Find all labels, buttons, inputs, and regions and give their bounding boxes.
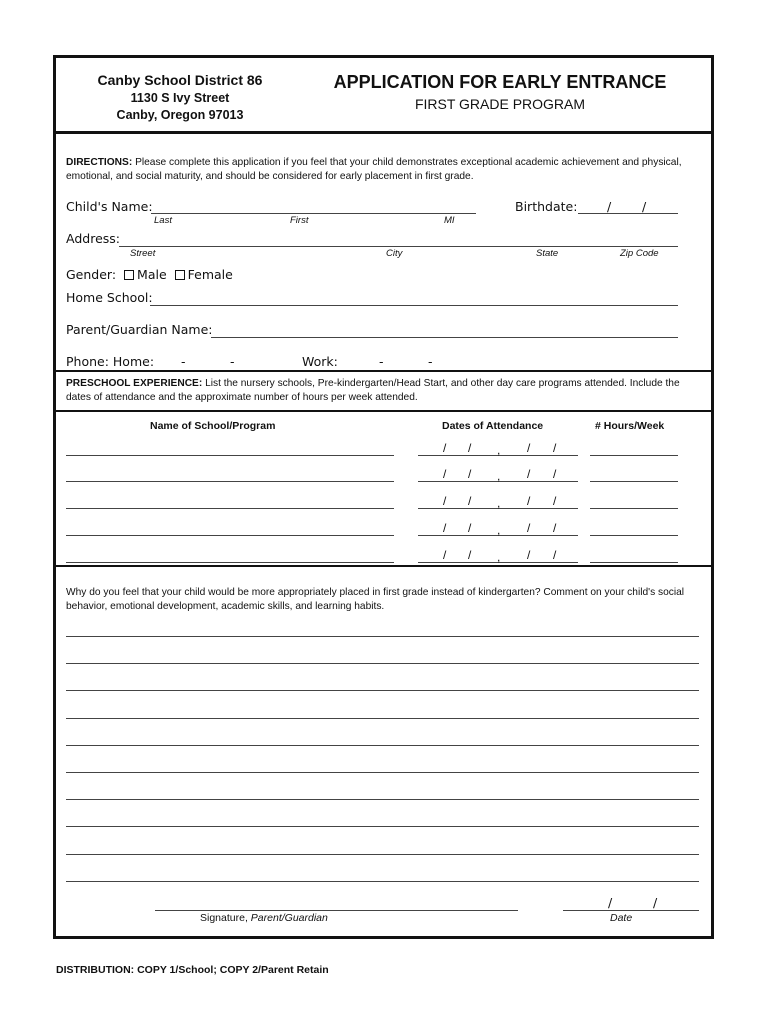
- form-frame: [53, 55, 714, 939]
- date-separator: /: [527, 521, 531, 535]
- hours-field[interactable]: [590, 455, 678, 456]
- phone-work-label: Work:: [302, 354, 338, 369]
- date-separator: /: [527, 494, 531, 508]
- date-separator: /: [553, 521, 557, 535]
- date-slash: /: [608, 895, 613, 910]
- hours-field[interactable]: [590, 535, 678, 536]
- signature-field[interactable]: [155, 910, 518, 911]
- date-caption: Date: [610, 912, 633, 924]
- hours-field[interactable]: [590, 562, 678, 563]
- date-range-comma: ,: [497, 443, 501, 457]
- comment-line[interactable]: [66, 854, 699, 855]
- comment-line[interactable]: [66, 663, 699, 664]
- district-street: 1130 S Ivy Street: [130, 91, 230, 105]
- comment-line[interactable]: [66, 881, 699, 882]
- address-field[interactable]: [119, 246, 678, 247]
- comment-line[interactable]: [66, 826, 699, 827]
- date-field[interactable]: [563, 910, 699, 911]
- gender-label: Gender:: [66, 267, 117, 282]
- date-separator: /: [553, 467, 557, 481]
- birthdate-slash: /: [642, 199, 647, 214]
- date-separator: /: [443, 548, 447, 562]
- date-separator: /: [443, 467, 447, 481]
- male-label: Male: [137, 267, 167, 282]
- program-name-field[interactable]: [66, 535, 394, 536]
- date-separator: /: [553, 441, 557, 455]
- date-separator: /: [443, 494, 447, 508]
- col-name-header: Name of School/Program: [150, 420, 276, 432]
- signature-label-italic: Parent/Guardian: [250, 912, 328, 924]
- date-range-comma: ,: [497, 523, 501, 537]
- directions: [66, 156, 706, 184]
- district-name: Canby School District 86: [97, 72, 263, 88]
- date-separator: /: [443, 521, 447, 535]
- date-separator: /: [527, 548, 531, 562]
- section-divider: [53, 565, 714, 567]
- child-name-field[interactable]: [151, 213, 476, 214]
- gender-row: [66, 267, 233, 282]
- date-range-comma: ,: [497, 550, 501, 564]
- directions-text: Please complete this application if you feel that your child demonstrates exceptional academic achievement and physical, emotional, and social maturity, and should be considered for early placement in first grade.: [66, 157, 682, 182]
- last-caption: Last: [154, 215, 172, 226]
- date-range-comma: ,: [497, 496, 501, 510]
- date-separator: /: [468, 441, 472, 455]
- comment-line[interactable]: [66, 690, 699, 691]
- date-separator: /: [553, 548, 557, 562]
- birthdate-slash: /: [607, 199, 612, 214]
- home-school-label: Home School:: [66, 290, 153, 305]
- section-divider: [53, 370, 714, 372]
- signature-caption: [200, 912, 328, 924]
- parent-name-field[interactable]: [211, 337, 678, 338]
- phone-dash: -: [230, 354, 235, 369]
- date-separator: /: [468, 521, 472, 535]
- signature-label: Signature,: [200, 912, 248, 924]
- address-label: Address:: [66, 231, 120, 246]
- comment-line[interactable]: [66, 636, 699, 637]
- date-separator: /: [443, 441, 447, 455]
- district-city: Canby, Oregon 97013: [116, 108, 244, 122]
- phone-dash: -: [181, 354, 186, 369]
- date-separator: /: [527, 467, 531, 481]
- first-caption: First: [290, 215, 309, 226]
- directions-label: DIRECTIONS:: [66, 157, 133, 168]
- date-separator: /: [553, 494, 557, 508]
- comment-line[interactable]: [66, 745, 699, 746]
- date-separator: /: [468, 467, 472, 481]
- birthdate-label: Birthdate:: [515, 199, 578, 214]
- section-divider: [53, 410, 714, 412]
- phone-home-label: Phone: Home:: [66, 354, 155, 369]
- date-range-comma: ,: [497, 469, 501, 483]
- state-caption: State: [536, 248, 559, 259]
- home-school-field[interactable]: [150, 305, 678, 306]
- form-title: APPLICATION FOR EARLY ENTRANCE: [333, 72, 667, 92]
- comment-line[interactable]: [66, 772, 699, 773]
- female-label: Female: [187, 267, 233, 282]
- preschool-text: List the nursery schools, Pre-kindergarten/Head Start, and other day care programs attended. Include the dates of attendance and the approximate number of hours per week attended.: [66, 378, 680, 403]
- program-name-field[interactable]: [66, 455, 394, 456]
- program-name-field[interactable]: [66, 562, 394, 563]
- birthdate-field[interactable]: [578, 213, 678, 214]
- male-checkbox[interactable]: [124, 270, 134, 280]
- street-caption: Street: [130, 248, 156, 259]
- date-separator: /: [468, 548, 472, 562]
- preschool-label: PRESCHOOL EXPERIENCE:: [66, 378, 203, 389]
- program-name-field[interactable]: [66, 508, 394, 509]
- phone-dash: -: [428, 354, 433, 369]
- comment-line[interactable]: [66, 799, 699, 800]
- distribution-note: DISTRIBUTION: COPY 1/School; COPY 2/Parent Retain: [56, 964, 329, 976]
- date-separator: /: [468, 494, 472, 508]
- hours-field[interactable]: [590, 508, 678, 509]
- female-checkbox[interactable]: [175, 270, 185, 280]
- why-prompt: Why do you feel that your child would be more appropriately placed in first grade instead of kindergarten? Comment on your child's social behavior, emotional development, academic skills, and learning habits.: [66, 587, 685, 612]
- hours-field[interactable]: [590, 481, 678, 482]
- date-slash: /: [653, 895, 658, 910]
- col-dates-header: Dates of Attendance: [442, 420, 544, 432]
- header-divider: [53, 131, 714, 134]
- phone-dash: -: [379, 354, 384, 369]
- col-hours-header: # Hours/Week: [595, 420, 665, 432]
- parent-name-label: Parent/Guardian Name:: [66, 322, 213, 337]
- mi-caption: MI: [444, 215, 455, 226]
- program-name-field[interactable]: [66, 481, 394, 482]
- city-caption: City: [386, 248, 403, 259]
- date-separator: /: [527, 441, 531, 455]
- form-subtitle: FIRST GRADE PROGRAM: [414, 96, 586, 112]
- preschool-directions: [66, 377, 706, 405]
- zip-caption: Zip Code: [620, 248, 659, 259]
- child-name-label: Child's Name:: [66, 199, 153, 214]
- comment-line[interactable]: [66, 718, 699, 719]
